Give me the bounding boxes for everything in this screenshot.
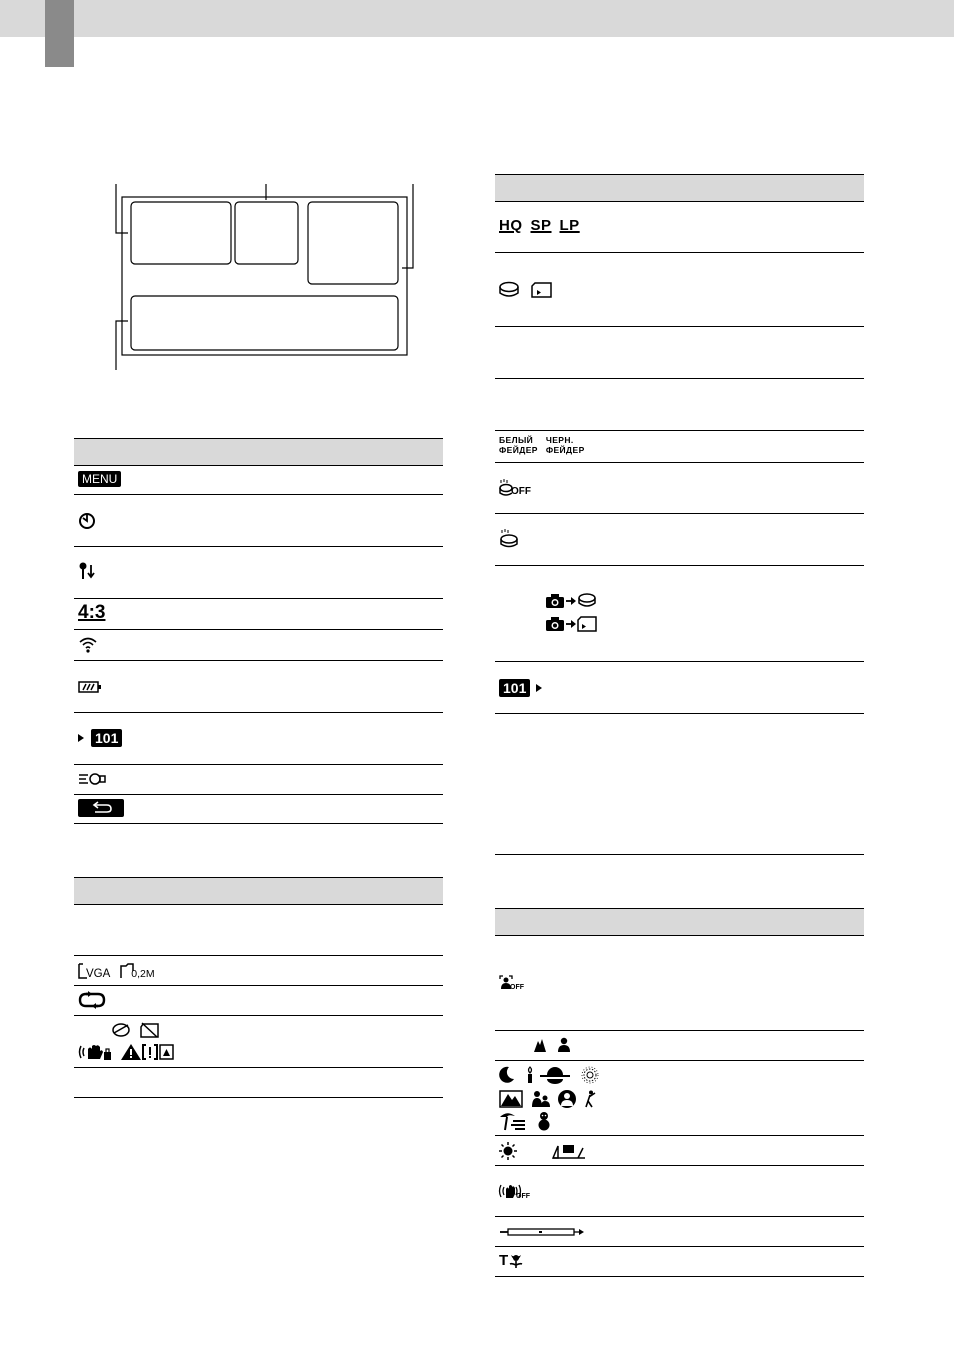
quality-hq-icon: HQ	[499, 217, 523, 234]
table-header	[495, 908, 864, 936]
candle-icon	[525, 1066, 535, 1084]
table-row	[74, 1068, 443, 1098]
repeat-icon	[78, 991, 106, 1009]
portrait-icon	[531, 1090, 551, 1108]
hdd-icon	[577, 593, 597, 609]
mic-level-icon	[78, 561, 98, 583]
menu-icon: MENU	[78, 471, 121, 487]
table-row	[495, 714, 864, 855]
camera-icon	[545, 593, 565, 609]
camera-icon	[545, 616, 565, 632]
table-row	[495, 566, 864, 662]
tele-macro-flower-icon	[509, 1253, 523, 1269]
play-arrow-icon	[535, 683, 543, 693]
table-row	[495, 431, 864, 463]
quality-lp-icon: LP	[559, 217, 580, 234]
drop-sensor-icon	[78, 772, 106, 786]
table-row	[74, 904, 443, 956]
size-0-2m-label: 0,2M	[131, 968, 155, 980]
table-row	[74, 465, 443, 495]
quality-sp-icon: SP	[530, 217, 552, 234]
table-row	[74, 495, 443, 547]
memory-card-icon	[531, 282, 553, 298]
right-icon-table-2	[495, 908, 864, 1278]
table-row	[74, 547, 443, 599]
media-warning-icon	[142, 1043, 174, 1061]
mountain-icon	[533, 1037, 547, 1053]
sports-icon	[583, 1090, 597, 1108]
warning-triangle-icon	[120, 1043, 142, 1061]
vga-label: VGA	[86, 967, 111, 980]
table-row	[495, 327, 864, 379]
table-header	[495, 174, 864, 202]
arrow-right-icon	[565, 619, 577, 629]
table-row	[74, 1016, 443, 1068]
table-row	[495, 1061, 864, 1136]
off-label: OFF	[510, 983, 524, 991]
memory-card-icon	[577, 616, 597, 632]
arrow-right-icon	[565, 596, 577, 606]
aspect-4-3-icon: 4:3	[78, 602, 106, 623]
night-scene-icon	[499, 1066, 515, 1084]
table-header	[74, 877, 443, 905]
adjustment-slider-icon	[499, 1227, 585, 1237]
folder-101-icon: 101	[91, 729, 122, 747]
table-row	[495, 463, 864, 514]
return-button-icon	[78, 799, 124, 817]
left-icon-table-1	[74, 438, 443, 824]
snow-icon	[535, 1111, 553, 1131]
screen-layout-diagram	[100, 180, 420, 375]
black-fader-icon: ЧЕРН. ФЕЙДЕР	[545, 435, 585, 455]
table-row	[495, 935, 864, 1031]
table-row	[495, 1217, 864, 1247]
sunrise-sunset-icon	[539, 1066, 571, 1084]
play-arrow-icon	[77, 733, 85, 743]
fireworks-icon	[581, 1066, 599, 1084]
hdd-error-icon	[111, 1021, 133, 1039]
table-row	[74, 713, 443, 765]
table-row	[495, 1031, 864, 1061]
left-icon-table-2	[74, 877, 443, 1098]
off-label: OFF	[511, 486, 531, 497]
person-icon	[557, 1037, 571, 1053]
table-row	[74, 795, 443, 824]
tele-label: T	[499, 1252, 509, 1269]
table-row	[495, 201, 864, 253]
side-tab-marker	[45, 0, 74, 67]
spotlight-icon	[557, 1089, 577, 1109]
table-row	[495, 1136, 864, 1166]
beach-icon	[499, 1111, 527, 1131]
table-row	[495, 1166, 864, 1217]
table-row	[495, 253, 864, 327]
table-row	[495, 1247, 864, 1277]
sun-icon	[498, 1141, 518, 1161]
self-timer-icon	[78, 512, 96, 530]
wireless-icon	[78, 636, 98, 654]
table-row	[74, 661, 443, 713]
camera-shake-warning-icon	[78, 1043, 112, 1061]
hdd-fall-icon	[498, 529, 518, 549]
table-header	[74, 438, 443, 466]
hdd-icon	[499, 281, 521, 299]
table-row	[74, 956, 443, 986]
white-fader-icon: БЕЛЫЙ ФЕЙДЕР	[499, 435, 538, 455]
table-row	[495, 514, 864, 566]
table-row	[74, 765, 443, 795]
table-row	[74, 986, 443, 1016]
top-header-bar	[0, 0, 954, 37]
table-row	[495, 662, 864, 714]
table-row	[74, 630, 443, 661]
right-icon-table-1	[495, 174, 864, 855]
table-row	[495, 379, 864, 431]
off-label: OFF	[516, 1192, 530, 1200]
battery-icon	[78, 681, 102, 693]
landscape-icon	[499, 1090, 523, 1108]
backlight-icon	[552, 1143, 586, 1159]
card-error-icon	[139, 1021, 161, 1039]
folder-101-icon: 101	[499, 679, 530, 697]
table-row	[74, 599, 443, 630]
